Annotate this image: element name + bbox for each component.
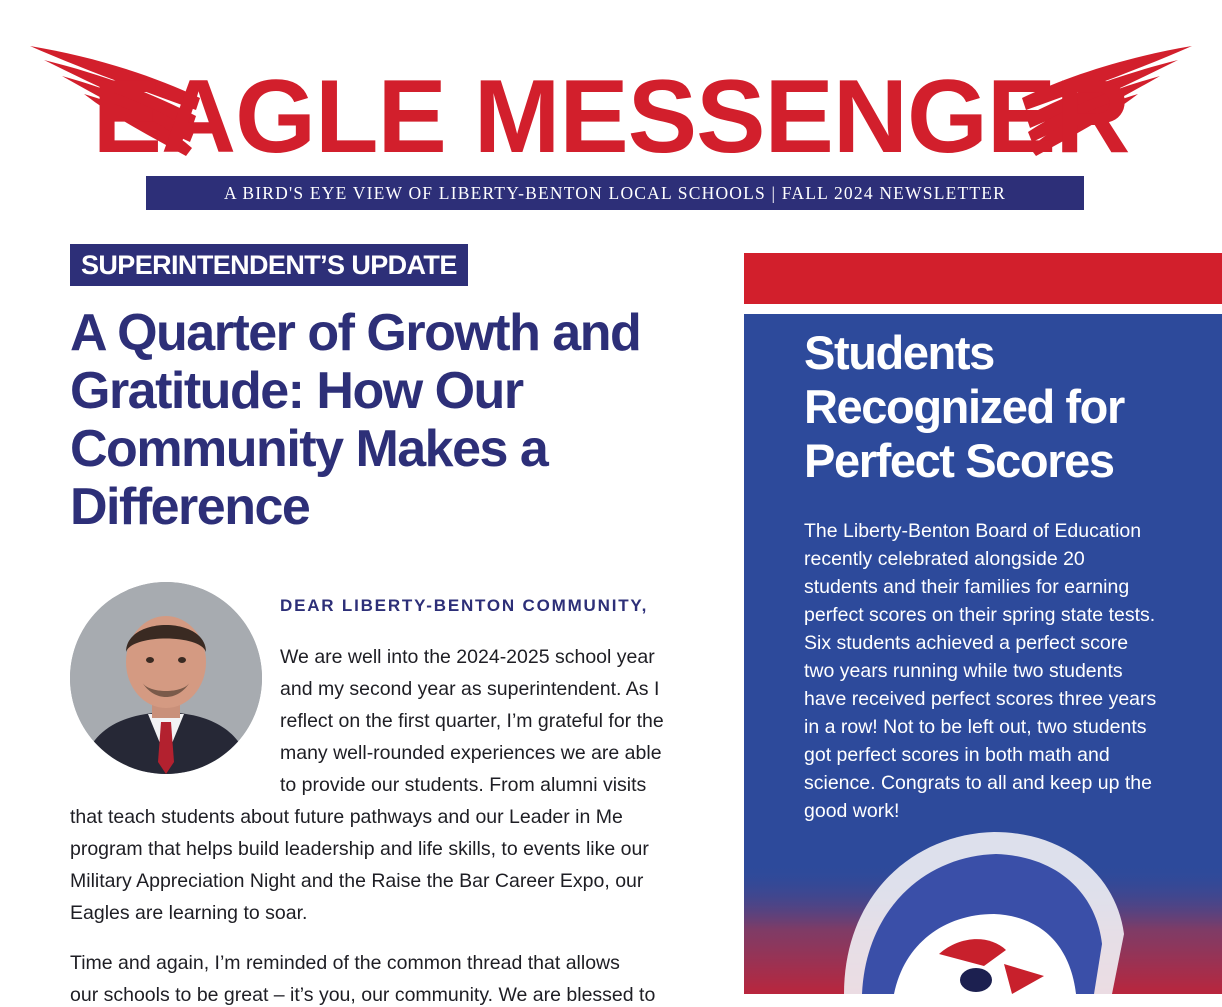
- body-line: our schools to be great – it’s you, our community. We are blessed to: [70, 984, 656, 1006]
- sidebar-accent-bar: [744, 253, 1222, 304]
- superintendent-portrait: [70, 582, 262, 774]
- sidebar-line: students and their families for earning: [804, 576, 1130, 598]
- article-headline: A Quarter of Growth and Gratitude: How Our Community Makes a Difference: [70, 304, 641, 536]
- eagle-mascot-graphic: [744, 804, 1222, 994]
- masthead-tagline: A BIRD'S EYE VIEW OF LIBERTY-BENTON LOCAL SCHOOLS | FALL 2024 NEWSLETTER: [146, 176, 1084, 210]
- section-badge: SUPERINTENDENT’S UPDATE: [70, 244, 468, 286]
- sidebar-line: The Liberty-Benton Board of Education: [804, 520, 1142, 542]
- sidebar-title: Students Recognized for Perfect Scores: [804, 326, 1124, 487]
- body-line: Time and again, I’m reminded of the common thread that allows: [70, 952, 620, 974]
- body-line: many well-rounded experiences we are able: [280, 742, 662, 764]
- body-line: that teach students about future pathways and our Leader in Me: [70, 806, 623, 828]
- masthead-title: EAGLE MESSENGER: [92, 59, 1130, 175]
- body-line: to provide our students. From alumni visits: [280, 774, 647, 796]
- sidebar-line: got perfect scores in both math and: [804, 744, 1110, 766]
- sidebar-line: have received perfect scores three years: [804, 688, 1157, 710]
- sidebar-line: in a row! Not to be left out, two students: [804, 716, 1147, 738]
- sidebar-line: perfect scores on their spring state tests.: [804, 604, 1156, 626]
- body-line: and my second year as superintendent. As I: [280, 678, 660, 700]
- sidebar-line: recently celebrated alongside 20: [804, 548, 1085, 570]
- body-line: program that helps build leadership and life skills, to events like our: [70, 838, 649, 860]
- sidebar-panel: [744, 314, 1222, 994]
- sidebar-line: good work!: [804, 800, 900, 822]
- body-line: Eagles are learning to soar.: [70, 902, 308, 924]
- sidebar-line: science. Congrats to all and keep up the: [804, 772, 1152, 794]
- body-line: We are well into the 2024-2025 school year: [280, 646, 655, 668]
- sidebar-line: Six students achieved a perfect score: [804, 632, 1129, 654]
- body-line: reflect on the first quarter, I’m grateful for the: [280, 710, 664, 732]
- salutation: DEAR LIBERTY-BENTON COMMUNITY,: [280, 596, 649, 615]
- sidebar-line: two years running while two students: [804, 660, 1123, 682]
- body-line: Military Appreciation Night and the Raise the Bar Career Expo, our: [70, 870, 644, 892]
